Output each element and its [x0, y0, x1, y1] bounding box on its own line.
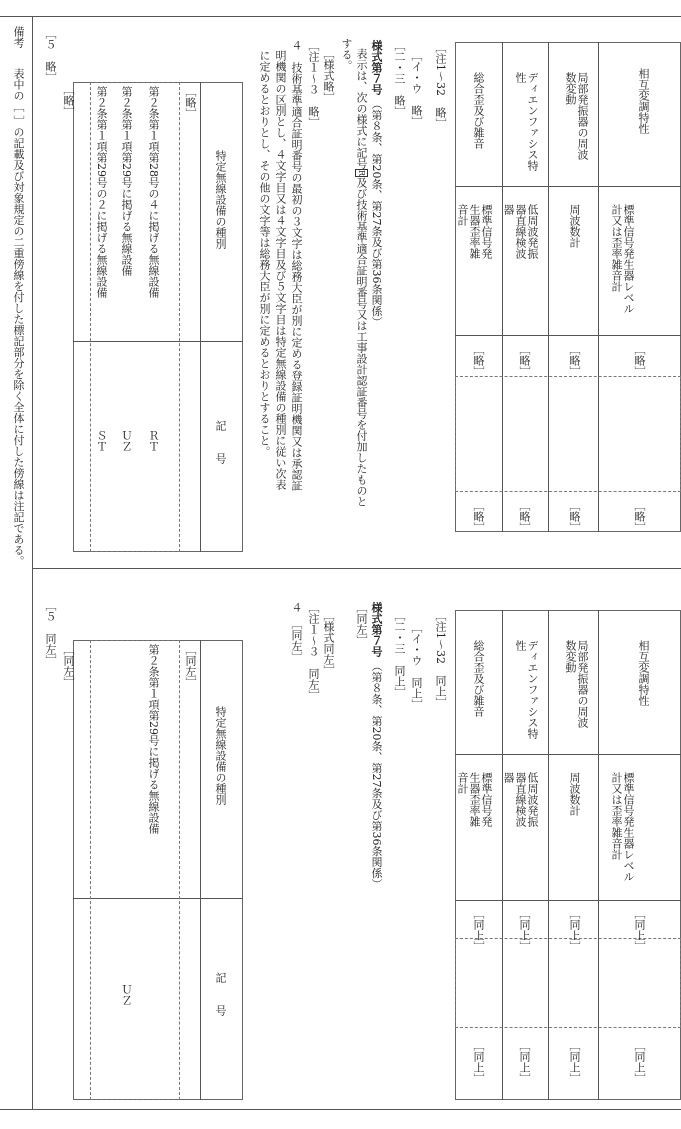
- bottom-style-note: ［様式同左］: [322, 610, 335, 676]
- top-row-name-4: 総合歪及び雑音: [472, 72, 485, 149]
- bottom-spec-row-line-2: [455, 900, 681, 901]
- bottom-row-c2-3: ［同上］: [518, 1040, 531, 1084]
- top-note-13: ［注１～３ 略］: [307, 40, 320, 128]
- top-note-1: ［注1～32 略］: [434, 42, 447, 129]
- bottom-row-instrument-1: 標準信号発生器レベル計又は歪率雑音計: [610, 772, 635, 882]
- top-code-1: ＲＴ: [147, 430, 160, 452]
- top-kind-omit-1: ［略］: [184, 86, 197, 119]
- top-kind-omit-2: ［略］: [62, 84, 75, 117]
- bottom-code-1: ＵＺ: [120, 984, 133, 1006]
- bottom-code-header: 記 号: [214, 972, 227, 1016]
- bottom-kind-header-line: [200, 640, 201, 1100]
- top-row-c2-2: ［略］: [568, 500, 581, 533]
- top-spec-dashed-band: [455, 376, 681, 492]
- bottom-row-c1-2: ［同上］: [568, 908, 581, 952]
- top-note4-c: に定めるとおりとし、その他の文字等は総務大臣が別に定めるとおりとすること。: [258, 50, 271, 457]
- top-code-2: ＵＺ: [120, 430, 133, 452]
- top-body-box: R: [357, 170, 366, 177]
- bottom-heading-rest: （第８条、第20条、第27条及び第36条関係）: [370, 660, 383, 890]
- top-kind-header: 特定無線設備の種別: [214, 150, 227, 249]
- frame-mid-divider: [32, 568, 681, 569]
- bottom-row-name-3: ディエンファシス特性: [514, 640, 539, 739]
- bottom-same-left: ［同左］: [355, 602, 368, 646]
- bottom-note-3: ［二・三 同上］: [393, 610, 406, 698]
- bottom-row-name-1: 相互変調特性: [637, 640, 650, 706]
- top-body-line-1: [355, 48, 368, 507]
- top-style-note: ［様式略］: [322, 48, 335, 103]
- bottom-spec-row-line-1: [455, 754, 681, 755]
- bottom-kind-1: 第２条第１項第29号に掲げる無線設備: [147, 644, 160, 834]
- top-heading-rest: （第８条、第20条、第27条及び第36条関係）: [370, 98, 383, 328]
- top-row-instrument-4: 標準信号発生器歪率雑音計: [456, 204, 493, 259]
- bottom-kind-dashed: [90, 640, 180, 1100]
- bottom-note-4: ４ ［同左］: [290, 602, 303, 663]
- bottom-kind-header: 特定無線設備の種別: [214, 706, 227, 805]
- bottom-note-1: ［注1～32 同上］: [434, 610, 447, 708]
- frame-top: [0, 16, 681, 17]
- bottom-note-5: ［５ 同左］: [44, 600, 57, 666]
- top-code-header: 記 号: [214, 420, 227, 464]
- bottom-note-13: ［注１～３ 同左］: [307, 602, 320, 701]
- top-row-instrument-2: 周波数計: [568, 204, 581, 248]
- top-row-c2-4: ［略］: [472, 500, 485, 533]
- top-note4-b: 明機関の区別とし、４文字目又は４文字目及び５文字目は特定無線設備の種別に従い次表: [274, 50, 287, 490]
- top-spec-row-line-2: [455, 335, 681, 336]
- top-heading: [370, 40, 382, 328]
- top-kind-3: 第２条第１項第29号の２に掲げる無線設備: [95, 86, 108, 298]
- bottom-row-instrument-2: 周波数計: [568, 772, 581, 816]
- top-row-c2-1: ［略］: [633, 500, 646, 533]
- bottom-row-name-4: 総合歪及び雑音: [472, 640, 485, 717]
- top-body-1: 表示は、次の様式に記号: [355, 48, 368, 169]
- top-row-c2-3: ［略］: [518, 500, 531, 533]
- bottom-row-instrument-3: 低周波発振器直線検波器: [502, 772, 539, 827]
- top-row-c1-2: ［略］: [568, 344, 581, 377]
- top-spec-row-line-1: [455, 186, 681, 187]
- top-body-3: する。: [340, 38, 353, 71]
- bottom-row-name-2: 局部発振器の周波数変動: [564, 640, 589, 728]
- top-code-3: ＳＴ: [95, 430, 108, 452]
- bottom-kind-omit-2: ［同左］: [62, 644, 75, 688]
- frame-bottom: [0, 1109, 681, 1110]
- bottom-row-c2-1: ［同上］: [633, 1040, 646, 1084]
- bottom-row-c1-1: ［同上］: [633, 908, 646, 952]
- top-note4-a: ４ 技術基準適合証明番号の最初の３文字は総務大臣が別に定める登録証明機関又は承認証: [290, 40, 303, 491]
- top-body-2: 及び技術基準適合証明番号又は工事設計認証番号を付加したものと: [355, 177, 368, 508]
- bottom-note-2: ［イ・ウ 同上］: [410, 622, 423, 710]
- top-row-name-3: ディエンファシス特性: [514, 72, 539, 171]
- bottom-heading-bold: 様式第７号: [370, 602, 383, 657]
- top-row-instrument-3: 低周波発振器直線検波器: [502, 204, 539, 259]
- remarks-label: 備考: [12, 26, 25, 48]
- top-note-5: ［５ 略］: [44, 28, 57, 83]
- bottom-row-c2-4: ［同上］: [472, 1040, 485, 1084]
- bottom-row-c2-2: ［同上］: [568, 1040, 581, 1084]
- bottom-row-instrument-4: 標準信号発生器歪率雑音計: [456, 772, 493, 827]
- top-kind-header-line: [200, 82, 201, 552]
- bottom-kind-omit-1: ［同左］: [184, 644, 197, 688]
- top-kind-1: 第２条第１項第28号の４に掲げる無線設備: [147, 86, 160, 298]
- top-heading-bold: 様式第７号: [370, 40, 383, 95]
- top-kind-2: 第２条第１項第29号に掲げる無線設備: [120, 86, 133, 276]
- top-row-instrument-1: 標準信号発生器レベル計又は歪率雑音計: [610, 204, 635, 314]
- remarks-text: 表中の［ ］の記載及び対象規定の二重傍線を付した標記部分を除く全体に付した傍線は注記である。: [12, 68, 25, 567]
- top-note-3: ［二・三 略］: [393, 40, 406, 117]
- top-row-c1-4: ［略］: [472, 344, 485, 377]
- bottom-row-c1-4: ［同上］: [472, 908, 485, 952]
- frame-left-divider: [32, 16, 33, 1110]
- bottom-row-c1-3: ［同上］: [518, 908, 531, 952]
- top-note-2: ［イ・ウ 略］: [410, 50, 423, 127]
- top-row-c1-3: ［略］: [518, 344, 531, 377]
- top-row-name-2: 局部発振器の周波数変動: [564, 72, 589, 160]
- top-row-c1-1: ［略］: [633, 344, 646, 377]
- top-row-name-1: 相互変調特性: [637, 68, 650, 134]
- bottom-heading: [370, 602, 382, 890]
